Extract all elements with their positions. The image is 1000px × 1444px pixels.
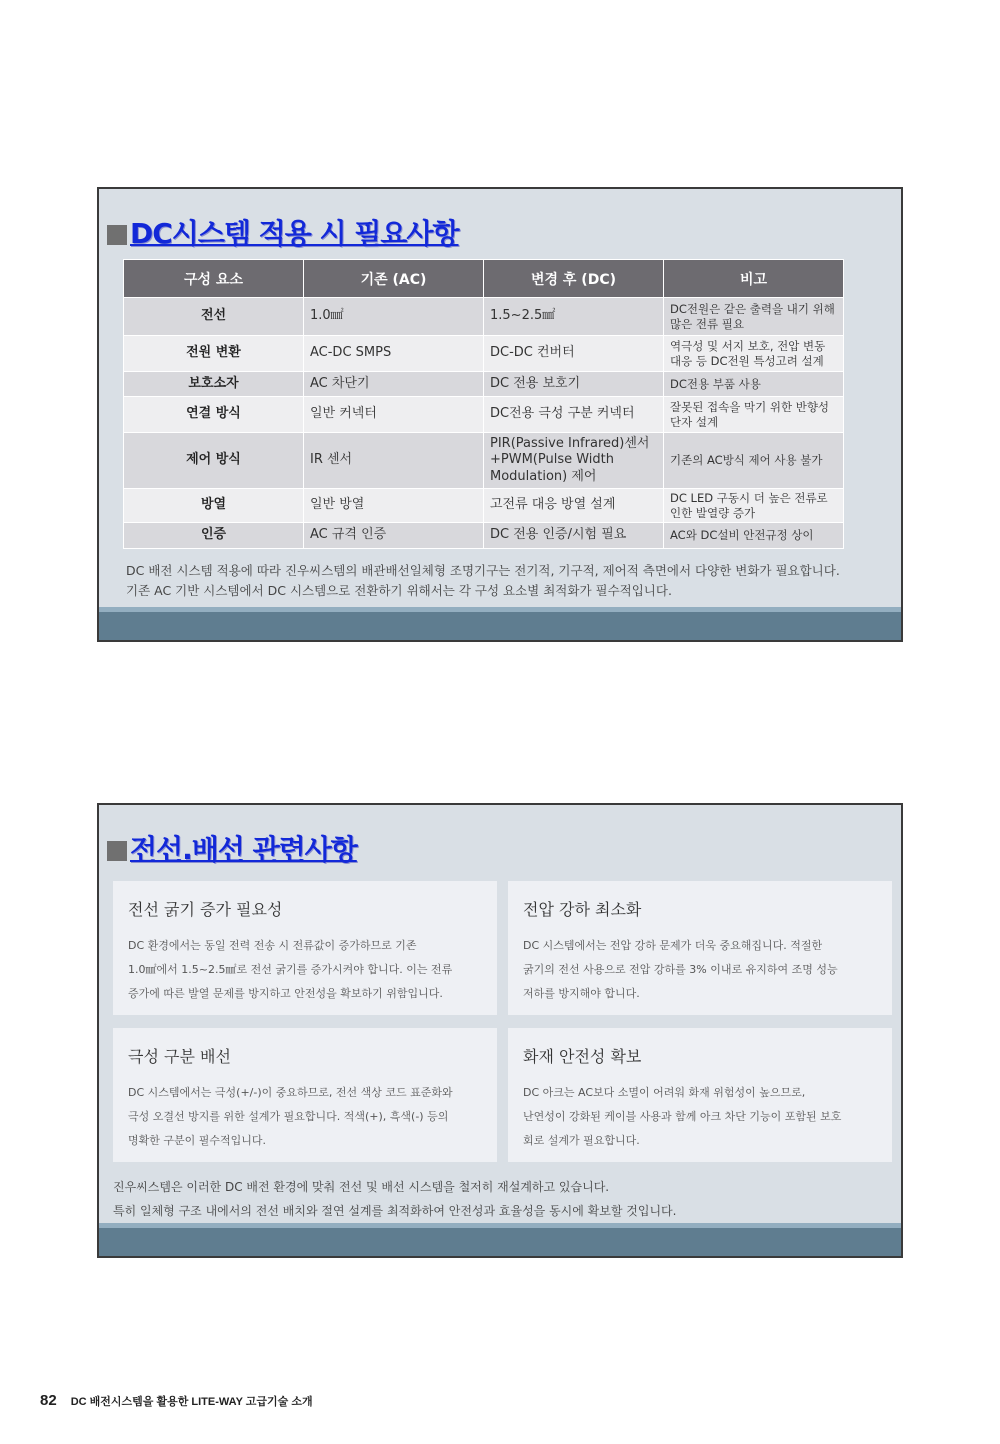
cell-note: DC전용 부품 사용 xyxy=(664,372,844,397)
document-title: DC 배전시스템을 활용한 LITE-WAY 고급기술 소개 xyxy=(70,1396,313,1408)
card-title: 화재 안전성 확보 xyxy=(523,1047,642,1066)
table-row xyxy=(124,397,844,433)
page-number: 82 xyxy=(40,1392,57,1409)
slide2-heading xyxy=(107,835,357,866)
cell-dc: DC 전용 보호기 xyxy=(484,372,664,397)
card-line: DC 아크는 AC보다 소멸이 어려워 화재 위험성이 높으므로, xyxy=(523,1086,806,1099)
card-line: DC 시스템에서는 극성(+/-)이 중요하므로, 전선 색상 코드 표준화와 xyxy=(128,1086,453,1099)
cell-note: 잘못된 접속을 막기 위한 반향성 단자 설계 xyxy=(664,397,844,433)
cell-ac: AC-DC SMPS xyxy=(304,336,484,372)
cell-ac: AC 차단기 xyxy=(304,372,484,397)
slide-footer-bar xyxy=(99,1223,901,1256)
slide1-heading xyxy=(107,219,459,250)
table-row xyxy=(124,433,844,489)
description-line: DC 배전 시스템 적용에 따라 진우씨스템의 배관배선일체형 조명기구는 전기적, 기구적, 제어적 측면에서 다양한 변화가 필요합니다. xyxy=(126,563,840,578)
card-body xyxy=(128,934,482,1006)
cell-component: 인증 xyxy=(124,523,304,549)
card-line: DC 환경에서는 동일 전력 전송 시 전류값이 증가하므로 기존 xyxy=(128,939,417,952)
slide1-description xyxy=(126,561,840,601)
cell-component: 연결 방식 xyxy=(124,397,304,433)
cards-grid xyxy=(113,881,893,1162)
slide2-title: 전선.배선 관련사항 xyxy=(130,833,357,866)
slide-footer-bar xyxy=(99,607,901,640)
card-fire-safety xyxy=(508,1028,892,1162)
description-line: 기존 AC 기반 시스템에서 DC 시스템으로 전환하기 위해서는 각 구성 요소별 최적화가 필수적입니다. xyxy=(126,583,672,598)
card-body xyxy=(523,1081,877,1153)
card-voltage-drop xyxy=(508,881,892,1015)
cell-ac: IR 센서 xyxy=(304,433,484,489)
cell-component: 전선 xyxy=(124,298,304,336)
cell-note: DC LED 구동시 더 높은 전류로 인한 발열량 증가 xyxy=(664,489,844,523)
table-row xyxy=(124,489,844,523)
cell-note: 기존의 AC방식 제어 사용 불가 xyxy=(664,433,844,489)
cell-ac: 일반 커넥터 xyxy=(304,397,484,433)
table-row xyxy=(124,298,844,336)
card-title: 전선 굵기 증가 필요성 xyxy=(128,900,283,919)
table-header: 변경 후 (DC) xyxy=(484,260,664,298)
slide-dc-system-requirements xyxy=(97,187,903,642)
slide1-title: DC시스템 적용 시 필요사항 xyxy=(130,217,459,250)
cell-dc: DC-DC 컨버터 xyxy=(484,336,664,372)
cell-dc: DC 전용 인증/시험 필요 xyxy=(484,523,664,549)
table-row xyxy=(124,523,844,549)
table-header: 구성 요소 xyxy=(124,260,304,298)
cell-note: 역극성 및 서지 보호, 전압 변동 대응 등 DC전원 특성고려 설계 xyxy=(664,336,844,372)
bullet-square-icon xyxy=(107,225,127,245)
card-line: 명확한 구분이 필수적입니다. xyxy=(128,1134,267,1147)
card-body xyxy=(523,934,877,1006)
card-wire-thickness xyxy=(113,881,497,1015)
cell-dc: PIR(Passive Infrared)센서 +PWM(Pulse Width Modulation) 제어 xyxy=(484,433,664,489)
bullet-square-icon xyxy=(107,841,127,861)
table-row xyxy=(124,336,844,372)
card-line: 난연성이 강화된 케이블 사용과 함께 아크 차단 기능이 포함된 보호 xyxy=(523,1110,842,1123)
cell-note: DC전원은 같은 출력을 내기 위해 많은 전류 필요 xyxy=(664,298,844,336)
card-line: DC 시스템에서는 전압 강하 문제가 더욱 중요해집니다. 적절한 xyxy=(523,939,823,952)
cell-ac: 1.0㎟ xyxy=(304,298,484,336)
page-footer xyxy=(40,1392,313,1409)
card-body xyxy=(128,1081,482,1153)
card-title: 극성 구분 배선 xyxy=(128,1047,231,1066)
description-line: 특히 일체형 구조 내에서의 전선 배치와 절연 설계를 최적화하여 안전성과 효율성을 동시에 확보할 것입니다. xyxy=(113,1204,677,1218)
cell-note: AC와 DC설비 안전규정 상이 xyxy=(664,523,844,549)
table-header-row xyxy=(124,260,844,298)
card-line: 회로 설계가 필요합니다. xyxy=(523,1134,640,1147)
card-polarity-wiring xyxy=(113,1028,497,1162)
cell-ac: AC 규격 인증 xyxy=(304,523,484,549)
cell-component: 방열 xyxy=(124,489,304,523)
card-title: 전압 강하 최소화 xyxy=(523,900,642,919)
card-line: 굵기의 전선 사용으로 전압 강하를 3% 이내로 유지하여 조명 성능 xyxy=(523,963,838,976)
card-line: 저하를 방지해야 합니다. xyxy=(523,987,640,1000)
description-line: 진우씨스템은 이러한 DC 배전 환경에 맞춰 전선 및 배선 시스템을 철저히 재설계하고 있습니다. xyxy=(113,1180,610,1194)
cell-component: 보호소자 xyxy=(124,372,304,397)
cell-dc: 1.5~2.5㎟ xyxy=(484,298,664,336)
cell-component: 전원 변환 xyxy=(124,336,304,372)
table-header: 비고 xyxy=(664,260,844,298)
card-line: 1.0㎟에서 1.5~2.5㎟로 전선 굵기를 증가시켜야 합니다. 이는 전류 xyxy=(128,963,453,976)
slide-wiring-requirements xyxy=(97,803,903,1258)
table-header: 기존 (AC) xyxy=(304,260,484,298)
cell-ac: 일반 방열 xyxy=(304,489,484,523)
table-row xyxy=(124,372,844,397)
card-line: 극성 오결선 방지를 위한 설계가 필요합니다. 적색(+), 흑색(-) 등의 xyxy=(128,1110,449,1123)
card-line: 증가에 따른 발열 문제를 방지하고 안전성을 확보하기 위함입니다. xyxy=(128,987,443,1000)
requirements-table xyxy=(123,259,844,549)
cell-component: 제어 방식 xyxy=(124,433,304,489)
cell-dc: 고전류 대응 방열 설계 xyxy=(484,489,664,523)
cell-dc: DC전용 극성 구분 커넥터 xyxy=(484,397,664,433)
slide2-description xyxy=(113,1175,676,1223)
